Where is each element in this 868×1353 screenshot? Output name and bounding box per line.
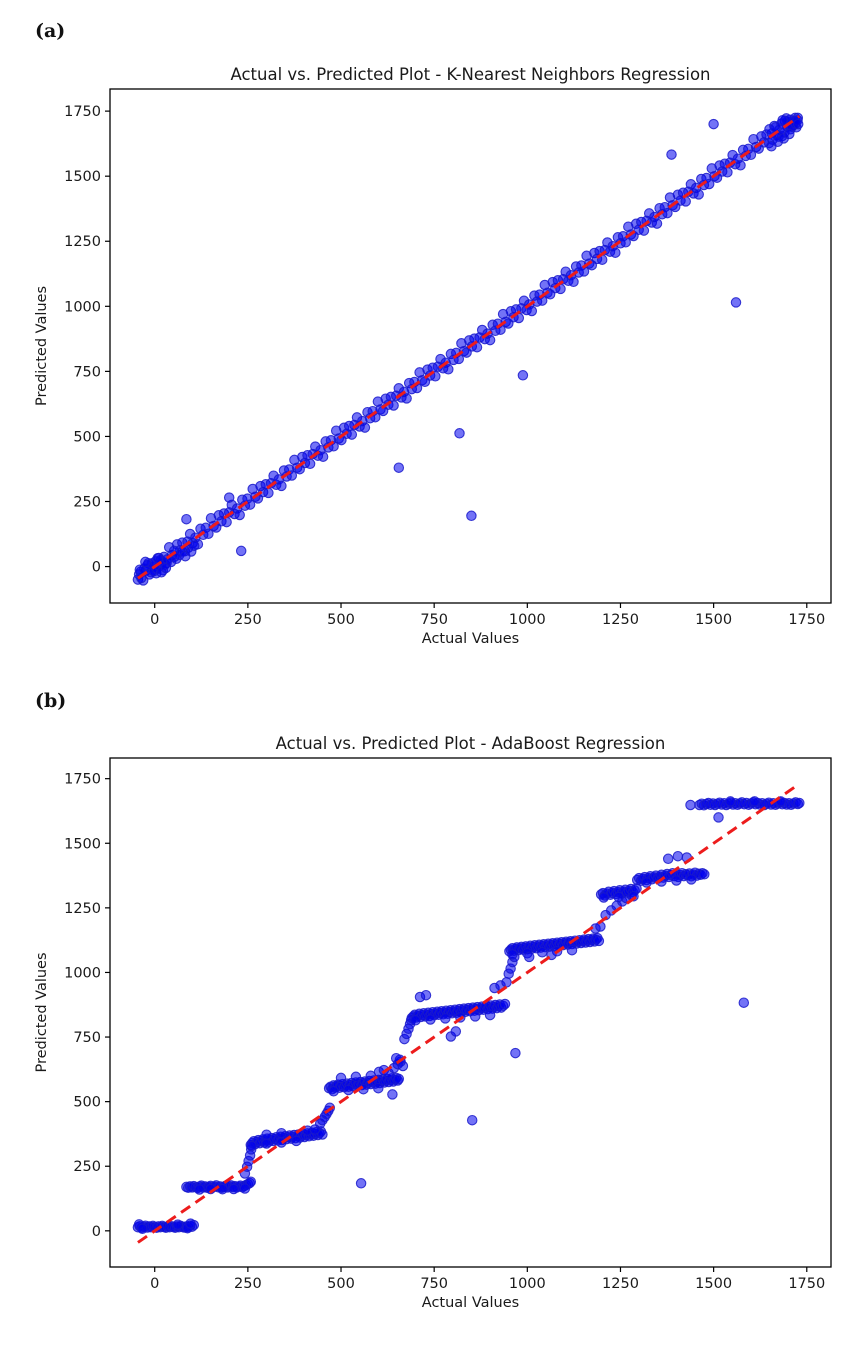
data-point <box>652 219 661 228</box>
data-point <box>374 1084 383 1093</box>
data-point <box>451 1027 460 1036</box>
x-tick-label: 250 <box>234 612 262 628</box>
data-point <box>709 119 718 128</box>
x-tick-label: 1000 <box>508 1276 546 1292</box>
y-tick-label: 250 <box>73 1159 101 1176</box>
data-point <box>235 510 244 519</box>
data-point <box>356 1179 365 1188</box>
chart-title: Actual vs. Predicted Plot - AdaBoost Regression <box>275 734 666 753</box>
data-point <box>394 463 403 472</box>
y-tick-label: 750 <box>73 364 101 381</box>
data-point <box>195 1185 204 1194</box>
data-point <box>292 1136 301 1145</box>
data-point <box>262 1130 271 1139</box>
identity-line <box>138 116 799 578</box>
y-tick-label: 1750 <box>64 771 101 788</box>
data-point <box>329 1087 338 1096</box>
x-tick-label: 1500 <box>695 612 733 628</box>
y-tick-label: 0 <box>91 1223 101 1240</box>
data-point <box>222 517 231 526</box>
data-point <box>614 892 623 901</box>
x-tick-label: 1250 <box>602 612 639 628</box>
data-point <box>525 952 534 961</box>
data-point <box>402 394 411 403</box>
data-point <box>468 1116 477 1125</box>
x-axis-label: Actual Values <box>421 1295 520 1311</box>
data-point <box>599 893 608 902</box>
y-tick-label: 1500 <box>64 169 101 186</box>
y-tick-label: 1000 <box>64 965 101 982</box>
data-point <box>471 1012 480 1021</box>
y-tick-label: 1250 <box>64 234 101 251</box>
chart-title: Actual vs. Predicted Plot - K-Nearest Neighbors Regression <box>230 65 711 84</box>
data-point <box>518 371 527 380</box>
y-tick-label: 500 <box>73 429 101 446</box>
chart-adaboost <box>34 734 831 1311</box>
data-point <box>723 168 732 177</box>
panel-label-b: (b) <box>35 690 67 712</box>
data-point <box>351 1072 360 1081</box>
data-point <box>485 1010 494 1019</box>
data-point <box>426 1015 435 1024</box>
data-point <box>795 798 804 807</box>
data-point <box>421 991 430 1000</box>
panel-label-a: (a) <box>35 20 66 42</box>
data-point <box>569 277 578 286</box>
data-point <box>785 129 794 138</box>
data-point <box>190 541 199 550</box>
data-point <box>538 948 547 957</box>
y-tick-label: 1750 <box>64 104 101 121</box>
data-point <box>240 1184 249 1193</box>
data-point <box>750 797 759 806</box>
data-point <box>444 365 453 374</box>
data-point <box>681 197 690 206</box>
x-tick-label: 500 <box>327 1276 355 1292</box>
data-point <box>778 116 787 125</box>
data-point <box>527 306 536 315</box>
x-tick-label: 250 <box>234 1276 262 1292</box>
y-axis-label: Predicted Values <box>34 952 50 1073</box>
data-point <box>305 459 314 468</box>
data-point <box>344 1085 353 1094</box>
data-point <box>153 554 162 563</box>
data-point <box>277 1129 286 1138</box>
x-tick-label: 0 <box>150 1276 160 1292</box>
data-point <box>664 854 673 863</box>
data-point <box>264 488 273 497</box>
data-point <box>642 878 651 887</box>
data-point <box>502 978 511 987</box>
x-tick-label: 1750 <box>788 1276 826 1292</box>
data-point <box>485 335 494 344</box>
data-point <box>694 190 703 199</box>
y-tick-label: 1000 <box>64 299 101 316</box>
x-tick-label: 1250 <box>602 1276 639 1292</box>
data-point <box>467 511 476 520</box>
chart-knn <box>34 65 831 647</box>
y-tick-label: 500 <box>73 1094 101 1111</box>
data-point <box>411 1016 420 1025</box>
data-point <box>673 852 682 861</box>
y-axis-label: Predicted Values <box>34 285 50 407</box>
x-tick-label: 0 <box>150 612 160 628</box>
x-tick-label: 750 <box>420 612 449 628</box>
data-point <box>394 1074 403 1083</box>
data-point <box>667 150 676 159</box>
data-point <box>739 998 748 1007</box>
x-tick-label: 750 <box>420 1276 449 1292</box>
data-point <box>726 797 735 806</box>
data-point <box>141 557 150 566</box>
data-point <box>594 936 603 945</box>
x-tick-label: 1000 <box>508 612 546 628</box>
data-point <box>229 1184 238 1193</box>
data-point <box>388 1090 397 1099</box>
data-point <box>138 1224 147 1233</box>
data-point <box>687 875 696 884</box>
data-point <box>794 119 803 128</box>
x-tick-label: 1500 <box>695 1276 733 1292</box>
x-tick-label: 1750 <box>788 612 826 628</box>
data-point <box>686 800 695 809</box>
y-tick-label: 1500 <box>64 836 101 853</box>
data-point <box>736 161 745 170</box>
y-tick-label: 1250 <box>64 900 101 917</box>
data-point <box>347 430 356 439</box>
data-point <box>218 1185 227 1194</box>
data-point <box>318 452 327 461</box>
x-axis-label: Actual Values <box>421 631 520 647</box>
data-point <box>277 481 286 490</box>
y-tick-label: 750 <box>73 1030 101 1047</box>
data-point <box>500 999 509 1008</box>
data-point <box>714 813 723 822</box>
data-point <box>441 1014 450 1023</box>
data-point <box>700 870 709 879</box>
data-point <box>672 876 681 885</box>
y-tick-label: 0 <box>91 559 101 576</box>
scatter-points <box>133 797 804 1234</box>
data-point <box>225 493 234 502</box>
data-point <box>511 1048 520 1057</box>
data-point <box>237 546 246 555</box>
data-point <box>186 1219 195 1228</box>
data-point <box>336 1073 345 1082</box>
data-point <box>262 1139 271 1148</box>
data-point <box>360 423 369 432</box>
data-point <box>731 298 740 307</box>
y-tick-label: 250 <box>73 494 101 511</box>
data-point <box>247 1141 256 1150</box>
data-point <box>508 950 517 959</box>
x-tick-label: 500 <box>327 612 355 628</box>
data-point <box>173 1220 182 1229</box>
data-point <box>567 946 576 955</box>
data-point <box>455 429 464 438</box>
data-point <box>611 248 620 257</box>
data-point <box>182 515 191 524</box>
